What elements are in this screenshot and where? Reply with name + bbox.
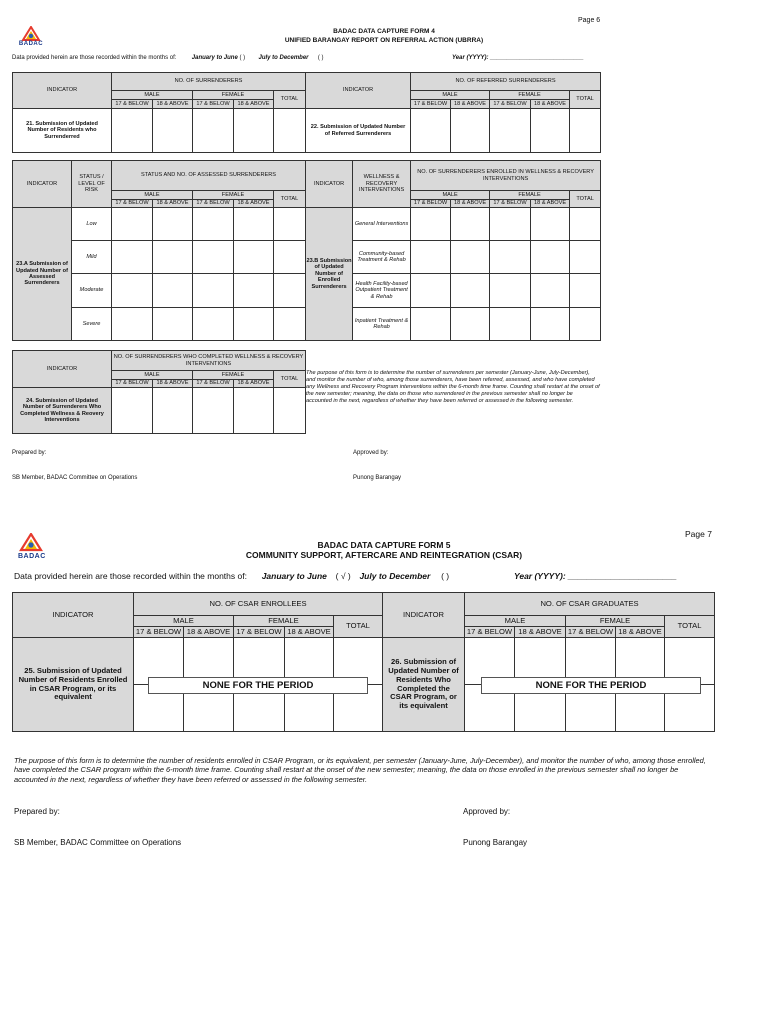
approved-by-label: Approved by: — [463, 807, 511, 816]
data-cell[interactable] — [531, 308, 570, 341]
col-male: MALE — [134, 616, 234, 627]
data-cell[interactable] — [411, 241, 451, 274]
data-cell[interactable] — [274, 241, 306, 274]
col-csar-enrollees: NO. OF CSAR ENROLLEES — [134, 593, 383, 616]
data-cell[interactable] — [234, 274, 274, 308]
col-female: FEMALE — [490, 91, 570, 100]
data-cell[interactable] — [274, 388, 306, 434]
col-enrolled: NO. OF SURRENDERERS ENROLLED IN WELLNESS & RECOVERY INTERVENTIONS — [411, 161, 601, 191]
data-cell[interactable] — [490, 109, 531, 153]
col-18-above: 18 & ABOVE — [153, 200, 193, 208]
approved-by-label: Approved by: — [353, 450, 389, 456]
col-17-below: 17 & BELOW — [566, 627, 616, 638]
form-subtitle: COMMUNITY SUPPORT, AFTERCARE AND REINTEGRATION (CSAR) — [245, 550, 523, 560]
col-18-above: 18 & ABOVE — [616, 627, 665, 638]
data-cell[interactable] — [451, 308, 490, 341]
logo-label: BADAC — [18, 41, 44, 47]
intervention-outpatient: Health Facility-based Outpatient Treatment & Rehab — [353, 274, 411, 308]
col-18-above: 18 & ABOVE — [285, 627, 334, 638]
col-indicator: INDICATOR — [306, 161, 353, 208]
prepared-by-label: Prepared by: — [12, 450, 47, 456]
col-female: FEMALE — [193, 371, 274, 380]
col-indicator: INDICATOR — [13, 351, 112, 388]
months-lead: Data provided herein are those recorded within the months of: — [12, 55, 177, 61]
data-cell[interactable] — [274, 274, 306, 308]
intervention-community: Community-based Treatment & Rehab — [353, 241, 411, 274]
data-cell[interactable] — [531, 274, 570, 308]
data-cell[interactable] — [234, 308, 274, 341]
data-cell[interactable] — [112, 308, 153, 341]
risk-moderate: Moderate — [72, 274, 112, 308]
col-completed: NO. OF SURRENDERERS WHO COMPLETED WELLNESS & RECOVERY INTERVENTIONS — [112, 351, 306, 371]
semester-jul-dec-label: July to December — [359, 571, 431, 581]
data-cell[interactable] — [490, 308, 531, 341]
col-18-above: 18 & ABOVE — [153, 100, 193, 109]
data-cell[interactable] — [193, 274, 234, 308]
completion-table — [12, 350, 306, 434]
col-18-above: 18 & ABOVE — [234, 100, 274, 109]
data-cell[interactable] — [490, 208, 531, 241]
col-17-below: 17 & BELOW — [411, 100, 451, 109]
col-total: TOTAL — [334, 616, 383, 638]
col-total: TOTAL — [274, 371, 306, 388]
col-male: MALE — [112, 371, 193, 380]
semester-jul-dec-checkbox[interactable]: ( ) — [317, 55, 324, 61]
indicator-23b: 23.B Submission of Updated Number of Enrolled Surrenderers — [306, 208, 353, 341]
data-cell[interactable] — [570, 109, 601, 153]
none-for-period-text: NONE FOR THE PERIOD — [535, 680, 647, 691]
prepared-by-role: SB Member, BADAC Committee on Operations — [12, 475, 138, 481]
col-indicator: INDICATOR — [13, 73, 112, 109]
data-cell[interactable] — [570, 241, 601, 274]
col-17-below: 17 & BELOW — [193, 200, 234, 208]
data-cell[interactable] — [153, 274, 193, 308]
data-cell[interactable] — [153, 388, 193, 434]
col-17-below: 17 & BELOW — [490, 200, 531, 208]
col-17-below: 17 & BELOW — [193, 380, 234, 388]
data-cell[interactable] — [112, 208, 153, 241]
data-cell[interactable] — [451, 241, 490, 274]
col-17-below: 17 & BELOW — [411, 200, 451, 208]
semester-jan-jun-label: January to June — [191, 55, 238, 61]
col-status-risk: STATUS / LEVEL OF RISK — [72, 161, 112, 208]
approved-by-role: Punong Barangay — [463, 838, 528, 847]
data-cell[interactable] — [531, 208, 570, 241]
intervention-general: General Interventions — [353, 208, 411, 241]
data-cell[interactable] — [112, 388, 153, 434]
data-cell[interactable] — [570, 208, 601, 241]
data-cell[interactable] — [570, 274, 601, 308]
none-for-period-text: NONE FOR THE PERIOD — [202, 680, 314, 691]
data-cell[interactable] — [411, 274, 451, 308]
col-male: MALE — [112, 91, 193, 100]
purpose-note: The purpose of this form is to determine the number of surrenderers per semester (January-June, July-December), and monitor the number of who, among those surrenderers, have been referred, assessed, and who have completed any Wellness and Recovery Program interventions within the 6-month time frame. Counting shall restart at the onset of the new semester; meaning, the data on those who surrendered in the previous semester shall no longer be accounted in the next, regardless of whether they have been referred or assessed in the following semester. — [306, 370, 600, 404]
csar-table — [12, 592, 715, 732]
months-lead: Data provided herein are those recorded within the months of: — [14, 571, 247, 581]
semester-jan-jun-label: January to June — [261, 571, 327, 581]
data-cell[interactable] — [234, 109, 274, 153]
approved-by-role: Punong Barangay — [353, 475, 402, 481]
indicator-21: 21. Submission of Updated Number of Residents who Surrenderred — [13, 109, 112, 153]
data-cell[interactable] — [570, 308, 601, 341]
col-male: MALE — [411, 191, 490, 200]
none-for-period-right — [481, 677, 701, 694]
data-cell[interactable] — [490, 274, 531, 308]
logo-label: BADAC — [18, 553, 46, 560]
purpose-note: The purpose of this form is to determine the number of residents enrolled in CSAR Program, or its equivalent, per semester (January-June, July-December), and monitor the number of who, among those enrolled, have completed the CSAR program within the 6-month time frame. Counting shall restart at the onset of the new semester; meaning, the data on those enrolled in the previous semester shall no longer be accounted in the next, regardless of whether they have been referred or assessed in the following semester. — [14, 756, 706, 784]
data-cell[interactable] — [112, 274, 153, 308]
col-assessed: STATUS AND NO. OF ASSESSED SURRENDERERS — [112, 161, 306, 191]
data-cell[interactable] — [531, 241, 570, 274]
data-cell[interactable] — [153, 241, 193, 274]
surrenderers-table — [12, 72, 601, 153]
col-male: MALE — [411, 91, 490, 100]
data-cell[interactable] — [451, 109, 490, 153]
col-18-above: 18 & ABOVE — [451, 100, 490, 109]
col-total: TOTAL — [274, 91, 306, 109]
col-indicator: INDICATOR — [306, 73, 411, 109]
data-cell[interactable] — [153, 109, 193, 153]
col-csar-graduates: NO. OF CSAR GRADUATES — [465, 593, 715, 616]
year-field[interactable]: Year (YYYY): _______________________ — [514, 571, 677, 581]
col-indicator: INDICATOR — [383, 593, 465, 638]
col-indicator: INDICATOR — [13, 161, 72, 208]
col-total: TOTAL — [665, 616, 715, 638]
col-17-below: 17 & BELOW — [193, 100, 234, 109]
data-cell[interactable] — [411, 208, 451, 241]
col-wellness: WELLNESS & RECOVERY INTERVENTIONS — [353, 161, 411, 208]
col-female: FEMALE — [234, 616, 334, 627]
indicator-22: 22. Submission of Updated Number of Referred Surrenderers — [306, 109, 411, 153]
col-total: TOTAL — [570, 91, 601, 109]
col-total: TOTAL — [274, 191, 306, 208]
col-17-below: 17 & BELOW — [234, 627, 285, 638]
data-cell[interactable] — [490, 241, 531, 274]
col-indicator: INDICATOR — [13, 593, 134, 638]
data-cell[interactable] — [531, 109, 570, 153]
semester-jul-dec-label: July to December — [258, 55, 309, 61]
form-title: BADAC DATA CAPTURE FORM 5 — [317, 540, 451, 550]
col-18-above: 18 & ABOVE — [515, 627, 566, 638]
intervention-inpatient: Inpatient Treatment & Rehab — [353, 308, 411, 341]
page-number: Page 7 — [685, 529, 712, 539]
semester-jan-jun-checkbox[interactable]: ( √ ) — [335, 571, 351, 581]
data-cell[interactable] — [451, 274, 490, 308]
prepared-by-role: SB Member, BADAC Committee on Operations — [14, 838, 182, 847]
col-total: TOTAL — [570, 191, 601, 208]
data-cell[interactable] — [234, 241, 274, 274]
data-cell[interactable] — [274, 308, 306, 341]
data-cell[interactable] — [193, 109, 234, 153]
col-17-below: 17 & BELOW — [112, 100, 153, 109]
data-cell[interactable] — [234, 388, 274, 434]
data-cell[interactable] — [193, 308, 234, 341]
col-male: MALE — [465, 616, 566, 627]
col-18-above: 18 & ABOVE — [234, 200, 274, 208]
col-18-above: 18 & ABOVE — [451, 200, 490, 208]
col-17-below: 17 & BELOW — [112, 200, 153, 208]
col-female: FEMALE — [193, 191, 274, 200]
risk-mild: Mild — [72, 241, 112, 274]
months-row — [14, 571, 449, 581]
semester-jan-jun-checkbox[interactable]: ( ) — [239, 55, 246, 61]
form-subtitle: UNIFIED BARANGAY REPORT ON REFERRAL ACTION (UBRRA) — [284, 37, 484, 44]
col-18-above: 18 & ABOVE — [531, 200, 570, 208]
col-referred: NO. OF REFERRED SURRENDERERS — [411, 73, 601, 91]
indicator-24: 24. Submission of Updated Number of Surrenderers Who Completed Wellness & Reovery Interventions — [13, 388, 112, 434]
col-17-below: 17 & BELOW — [134, 627, 184, 638]
col-male: MALE — [112, 191, 193, 200]
risk-severe: Severe — [72, 308, 112, 341]
col-female: FEMALE — [566, 616, 665, 627]
col-18-above: 18 & ABOVE — [531, 100, 570, 109]
col-18-above: 18 & ABOVE — [153, 380, 193, 388]
data-cell[interactable] — [451, 208, 490, 241]
page-number: Page 6 — [578, 17, 601, 24]
form-title: BADAC DATA CAPTURE FORM 4 — [333, 28, 435, 35]
semester-jul-dec-checkbox[interactable]: ( ) — [441, 571, 450, 581]
none-for-period-left — [148, 677, 368, 694]
data-cell[interactable] — [411, 109, 451, 153]
data-cell[interactable] — [193, 208, 234, 241]
months-row — [12, 55, 324, 61]
col-17-below: 17 & BELOW — [112, 380, 153, 388]
data-cell[interactable] — [193, 241, 234, 274]
col-female: FEMALE — [490, 191, 570, 200]
risk-low: Low — [72, 208, 112, 241]
assessment-table — [12, 160, 601, 341]
data-cell[interactable] — [193, 388, 234, 434]
data-cell[interactable] — [234, 208, 274, 241]
data-cell[interactable] — [411, 308, 451, 341]
data-cell[interactable] — [274, 208, 306, 241]
prepared-by-label: Prepared by: — [14, 807, 60, 816]
col-17-below: 17 & BELOW — [490, 100, 531, 109]
year-field[interactable]: Year (YYYY): ____________________________ — [452, 55, 584, 61]
indicator-26: 26. Submission of Updated Number of Residents Who Completed the CSAR Program, or its equivalent — [383, 638, 465, 732]
data-cell[interactable] — [153, 308, 193, 341]
data-cell[interactable] — [153, 208, 193, 241]
indicator-23a: 23.A Submission of Updated Number of Assessed Surrenderers — [13, 208, 72, 341]
col-17-below: 17 & BELOW — [465, 627, 515, 638]
data-cell[interactable] — [274, 109, 306, 153]
col-18-above: 18 & ABOVE — [234, 380, 274, 388]
data-cell[interactable] — [112, 241, 153, 274]
col-surrenderers: NO. OF SURRENDERERS — [112, 73, 306, 91]
col-18-above: 18 & ABOVE — [184, 627, 234, 638]
indicator-25: 25. Submission of Updated Number of Residents Enrolled in CSAR Program, or its equivalent — [13, 638, 134, 732]
col-female: FEMALE — [193, 91, 274, 100]
data-cell[interactable] — [112, 109, 153, 153]
